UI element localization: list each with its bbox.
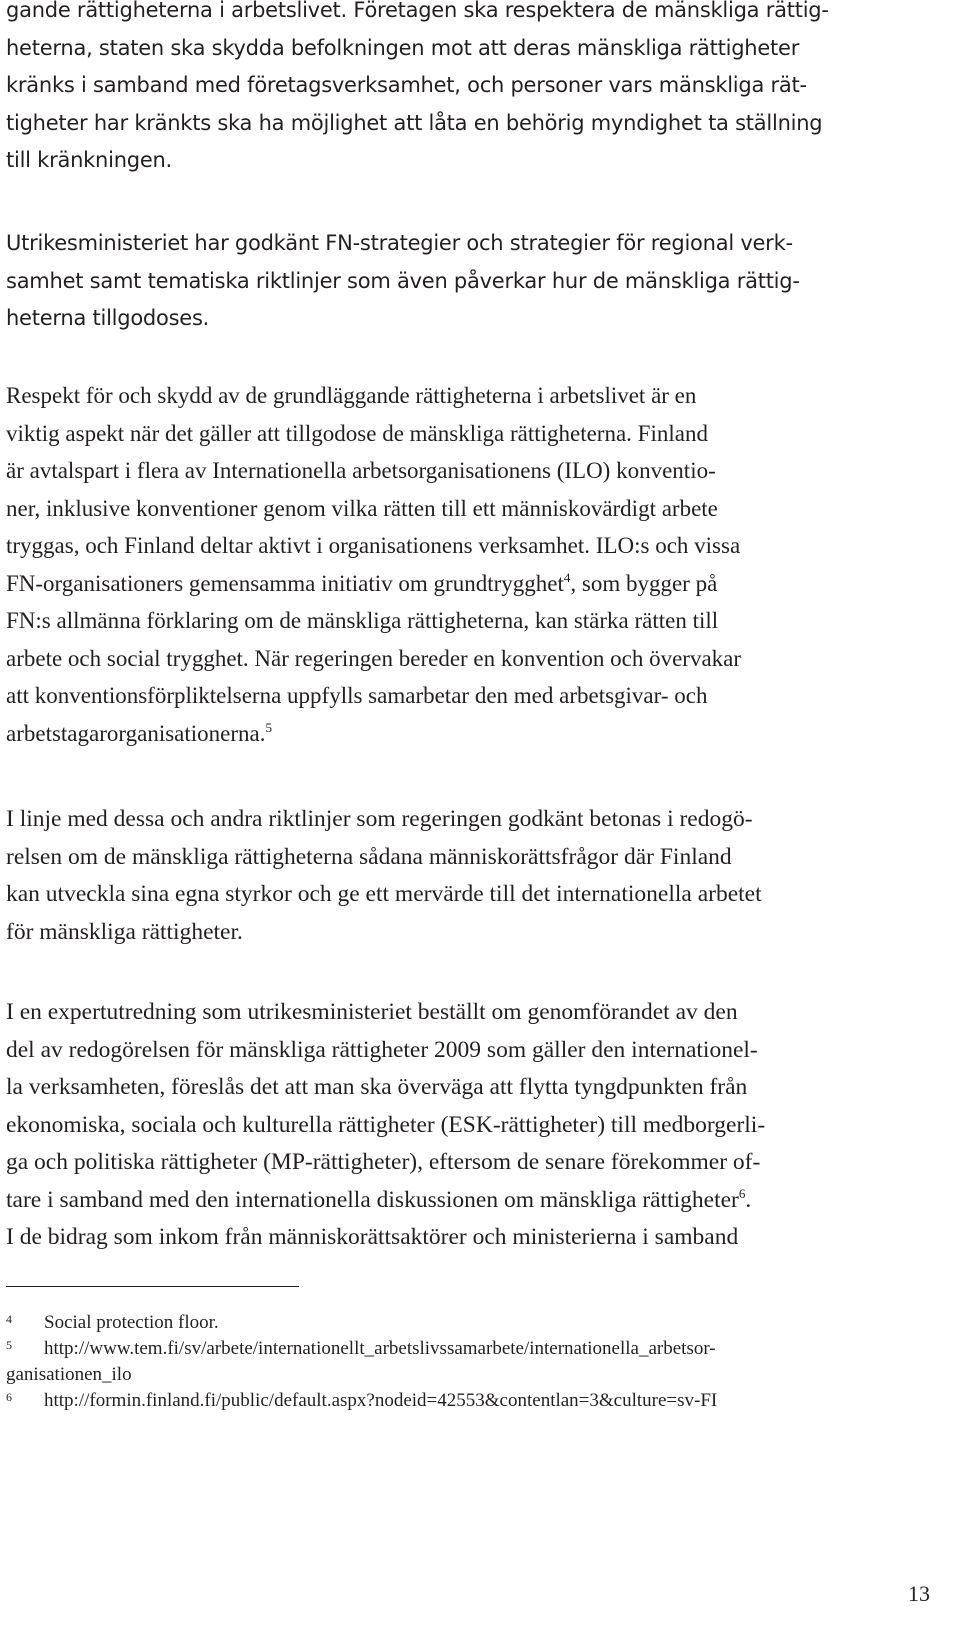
footnote-4 — [6, 1310, 960, 1336]
text-line: heterna, staten ska skydda befolkningen mot att deras mänskliga rättigheter — [6, 35, 800, 60]
footnote-divider — [6, 1286, 299, 1287]
footnote-ref[interactable]: 5 — [265, 719, 272, 735]
text-line: FN:s allmänna förklaring om de mänskliga rättigheterna, kan stärka rätten till — [6, 608, 719, 633]
text-fragment: tare i samband med den internationella diskussionen om mänskliga rättigheter — [6, 1186, 739, 1213]
text-line: samhet samt tematiska riktlinjer som även påverkar hur de mänskliga rättig- — [6, 268, 800, 293]
footnote-link[interactable]: http://formin.finland.fi/public/default.aspx?nodeid=42553&contentlan=3&culture=sv-FI — [44, 1390, 718, 1411]
text-line: relsen om de mänskliga rättigheterna sådana människorättsfrågor där Finland — [6, 843, 732, 870]
text-line: tigheter har kränkts ska ha möjlighet att låta en behörig myndighet ta ställning — [6, 110, 823, 135]
document-page — [6, 0, 960, 1626]
footnote-6 — [6, 1388, 960, 1414]
text-line: kan utveckla sina egna styrkor och ge ett mervärde till det internationella arbetet — [6, 881, 762, 907]
text-line: är avtalspart i flera av Internationella arbetsorganisationens (ILO) konventio- — [6, 458, 716, 483]
text-line: arbete och social trygghet. När regeringen bereder en konvention och övervakar — [6, 645, 742, 671]
footnotes — [6, 1310, 960, 1414]
text-line: till kränkningen. — [6, 148, 172, 172]
text-line: gande rättigheterna i arbetslivet. Företagen ska respektera de mänskliga rättig- — [6, 0, 829, 22]
paragraph-3 — [6, 377, 960, 752]
footnote-link-continuation[interactable]: ganisationen_ilo — [6, 1364, 132, 1385]
text-line — [6, 715, 960, 753]
text-line: Respekt för och skydd av de grundläggande rättigheterna i arbetslivet är en — [6, 383, 697, 408]
text-line: ekonomiska, sociala och kulturella rättigheter (ESK-rättigheter) till medborgerli- — [6, 1111, 766, 1138]
text-line — [6, 1182, 960, 1220]
text-line: I en expertutredning som utrikesministeriet beställt om genomförandet av den — [6, 999, 738, 1025]
text-line: ga och politiska rättigheter (MP-rättigheter), eftersom de senare förekommer of- — [6, 1149, 761, 1175]
footnote-number: 4 — [6, 1312, 12, 1326]
footnote-ref[interactable]: 4 — [563, 569, 571, 585]
footnote-number: 6 — [6, 1390, 12, 1404]
text-fragment: FN-organisationers gemensamma initiativ om grundtrygghet — [6, 570, 564, 596]
text-line: ner, inklusive konventioner genom vilka rätten till ett människovärdigt arbete — [6, 495, 718, 521]
text-line: I linje med dessa och andra riktlinjer som regeringen godkänt betonas i redogö- — [6, 806, 753, 832]
text-line — [6, 565, 960, 603]
text-fragment: . — [745, 1186, 752, 1213]
paragraph-4 — [6, 801, 960, 951]
text-line: Utrikesministeriet har godkänt FN-strategier och strategier för regional verk- — [6, 231, 793, 255]
text-fragment: arbetstagarorganisationerna. — [6, 720, 266, 746]
text-fragment: , som bygger på — [570, 570, 718, 596]
footnote-ref[interactable]: 6 — [738, 1185, 746, 1201]
text-line: la verksamheten, föreslås det att man ska överväga att flytta tyngdpunkten från — [6, 1074, 748, 1100]
paragraph-2 — [6, 225, 960, 338]
paragraph-1 — [6, 0, 960, 180]
page-number: 13 — [908, 1581, 930, 1606]
footnote-number: 5 — [6, 1338, 12, 1352]
footnote-text: Social protection floor. — [44, 1312, 219, 1333]
text-line: kränks i samband med företagsverksamhet, och personer vars mänskliga rät- — [6, 73, 807, 97]
footnote-5 — [6, 1336, 960, 1362]
text-line: viktig aspekt när det gäller att tillgodose de mänskliga rättigheterna. Finland — [6, 420, 708, 446]
text-line: I de bidrag som inkom från människorättsaktörer och ministerierna i samband — [6, 1224, 739, 1250]
text-line: del av redogörelsen för mänskliga rättigheter 2009 som gäller den internationel- — [6, 1036, 758, 1063]
paragraph-5 — [6, 994, 960, 1257]
text-line: heterna tillgodoses. — [6, 306, 210, 330]
text-line: för mänskliga rättigheter. — [6, 918, 243, 945]
text-line: tryggas, och Finland deltar aktivt i organisationens verksamhet. ILO:s och vissa — [6, 533, 741, 558]
footnote-link[interactable]: http://www.tem.fi/sv/arbete/internationellt_arbetslivssamarbete/internationella_arbetsor- — [44, 1338, 716, 1359]
text-line: att konventionsförpliktelserna uppfylls samarbetar den med arbetsgivar- och — [6, 683, 708, 708]
